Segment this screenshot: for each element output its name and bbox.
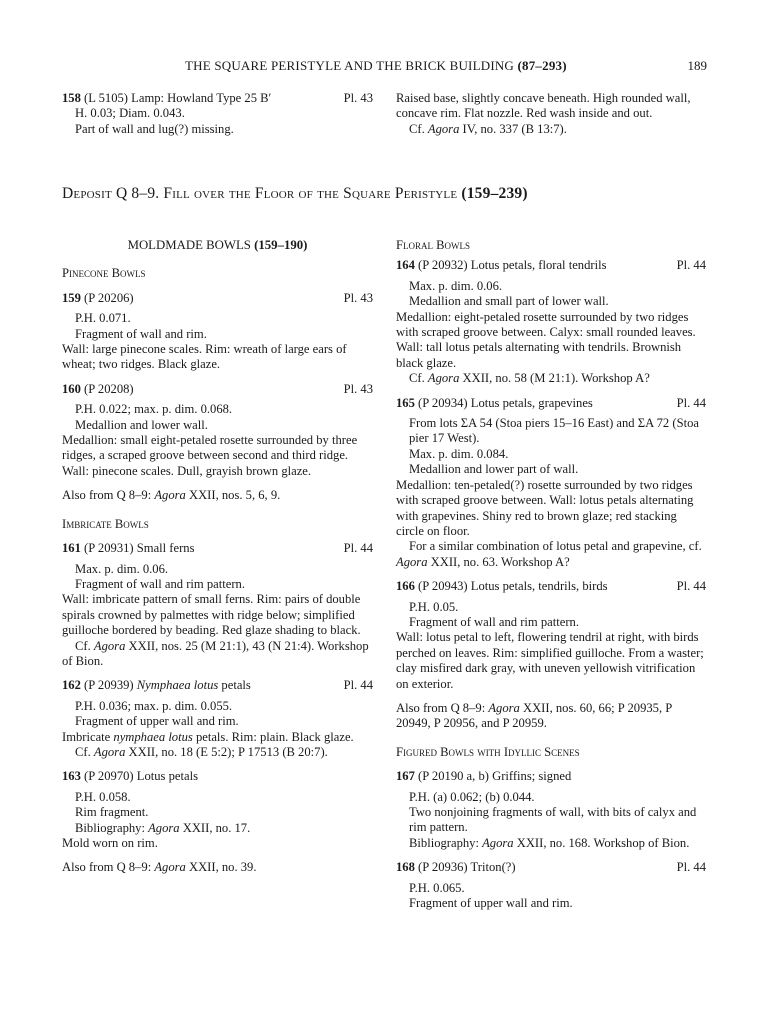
plate-ref: Pl. 44: [676, 579, 706, 594]
plate-ref: Pl. 44: [676, 860, 706, 875]
entry-167: 167 (P 20190 a, b) Griffins; signed P.H. (a) 0.062; (b) 0.044. Two nonjoining fragments of wall, with bits of calyx and rim pattern. Bibliography: Agora XXII, no. 168. Workshop of Bion.: [396, 769, 697, 850]
entry-168: 168 (P 20936) Triton(?) Pl. 44 P.H. 0.065. Fragment of upper wall and rim.: [396, 860, 706, 911]
plate-ref: Pl. 44: [676, 395, 706, 410]
plate-ref: Pl. 44: [676, 258, 706, 273]
entry-165: 165 (P 20934) Lotus petals, grapevines Pl. 44 From lots ΣA 54 (Stoa piers 15–16 East) and ΣA 72 (Stoa pier 17 West). Max. p. dim. 0.084. Medallion and lower part of wall. Medallion: ten-petaled(?) rosette surrounded by two ridges with scraped groove between. Wall: lotus petals alternating with grapevines. Shiny red to brown glaze; red stacking circle on floor. For a similar combination of lotus petal and grapevine, cf. Agora XXII, no. 63. Workshop A?: [396, 395, 706, 569]
section-heading-moldmade: MOLDMADE BOWLS (159–190): [127, 238, 308, 252]
entry-158: 158 (L 5105) Lamp: Howland Type 25 B′ Pl. 43 H. 0.03; Diam. 0.043. Part of wall and lug(?) missing.: [62, 91, 373, 136]
entry-164: 164 (P 20932) Lotus petals, floral tendrils Pl. 44 Max. p. dim. 0.06. Medallion and small part of lower wall. Medallion: eight-petaled rosette surrounded by two ridges with scraped groove between. Calyx: small rounded leaves. Wall: tall lotus petals alternating with tendrils. Brownish black glaze. Cf. Agora XXII, no. 58 (M 21:1). Workshop A?: [396, 258, 706, 386]
deposit-heading: Deposit Q 8–9. Fill over the Floor of the Square Peristyle (159–239): [62, 185, 528, 202]
subheading-pinecone: Pinecone Bowls: [62, 266, 146, 281]
running-title: THE SQUARE PERISTYLE AND THE BRICK BUILDING (87–293): [185, 58, 567, 73]
left-column: [62, 238, 373, 876]
entry-161: 161 (P 20931) Small ferns Pl. 44 Max. p. dim. 0.06. Fragment of wall and rim pattern. Wall: imbricate pattern of small ferns. Rim: pairs of double spirals crowned by palmettes with ridge below; simplified guilloche bordered by beading. Red glaze shading to black. Cf. Agora XXII, nos. 25 (M 21:1), 43 (N 21:4). Workshop of Bion.: [62, 541, 373, 668]
subheading-imbricate: Imbricate Bowls: [62, 516, 149, 531]
entry-158-continued: Raised base, slightly concave beneath. High rounded wall, concave rim. Flat nozzle. Red wash inside and out. Cf. Agora IV, no. 337 (B 13:7).: [396, 91, 706, 137]
entry-166: 166 (P 20943) Lotus petals, tendrils, birds Pl. 44 P.H. 0.05. Fragment of wall and rim pattern. Wall: lotus petal to left, flowering tendril at right, with birds perched on leaves. Rim: simplified guilloche. From a waster; clay misfired dark gray, with uneven yellowish vitrification on exterior.: [396, 579, 706, 691]
also-from-note: Also from Q 8–9: Agora XXII, no. 39.: [62, 860, 257, 875]
entry-162: 162 (P 20939) Nymphaea lotus petals Pl. 44 P.H. 0.036; max. p. dim. 0.055. Fragment of upper wall and rim. Imbricate nymphaea lotus petals. Rim: plain. Black glaze. Cf. Agora XXII, no. 18 (E 5:2); P 17513 (B 20:7).: [62, 678, 373, 759]
entry-163: 163 (P 20970) Lotus petals P.H. 0.058. Rim fragment. Bibliography: Agora XXII, no. 17. Mold worn on rim.: [62, 769, 251, 850]
plate-ref: Pl. 43: [343, 91, 373, 105]
also-from-note: Also from Q 8–9: Agora XXII, nos. 60, 66; P 20935, P 20949, P 20956, and P 20959.: [396, 700, 672, 731]
plate-ref: Pl. 43: [343, 381, 373, 396]
plate-ref: Pl. 43: [343, 290, 373, 305]
subheading-floral: Floral Bowls: [396, 238, 471, 252]
entry-description: Raised base, slightly concave beneath. High rounded wall, concave rim. Flat nozzle. Red wash inside and out.: [396, 91, 691, 121]
entry-160: 160 (P 20208) Pl. 43 P.H. 0.022; max. p. dim. 0.068. Medallion and lower wall. Medallion: small eight-petaled rosette surrounded by three ridges, a scraped groove between second and third ridge. Wall: pinecone scales. Dull, grayish brown glaze.: [62, 381, 373, 478]
running-header: [0, 58, 764, 76]
entry-159: 159 (P 20206) Pl. 43 P.H. 0.071. Fragment of wall and rim. Wall: large pinecone scales. Rim: wreath of large ears of wheat; two ridges. Black glaze.: [62, 290, 373, 372]
plate-ref: Pl. 44: [343, 678, 373, 693]
subheading-figured: Figured Bowls with Idyllic Scenes: [396, 744, 580, 759]
also-from-note: Also from Q 8–9: Agora XXII, nos. 5, 6, 9.: [62, 488, 281, 503]
page-number: 189: [687, 58, 707, 73]
plate-ref: Pl. 44: [343, 541, 373, 556]
right-column: [396, 238, 706, 911]
